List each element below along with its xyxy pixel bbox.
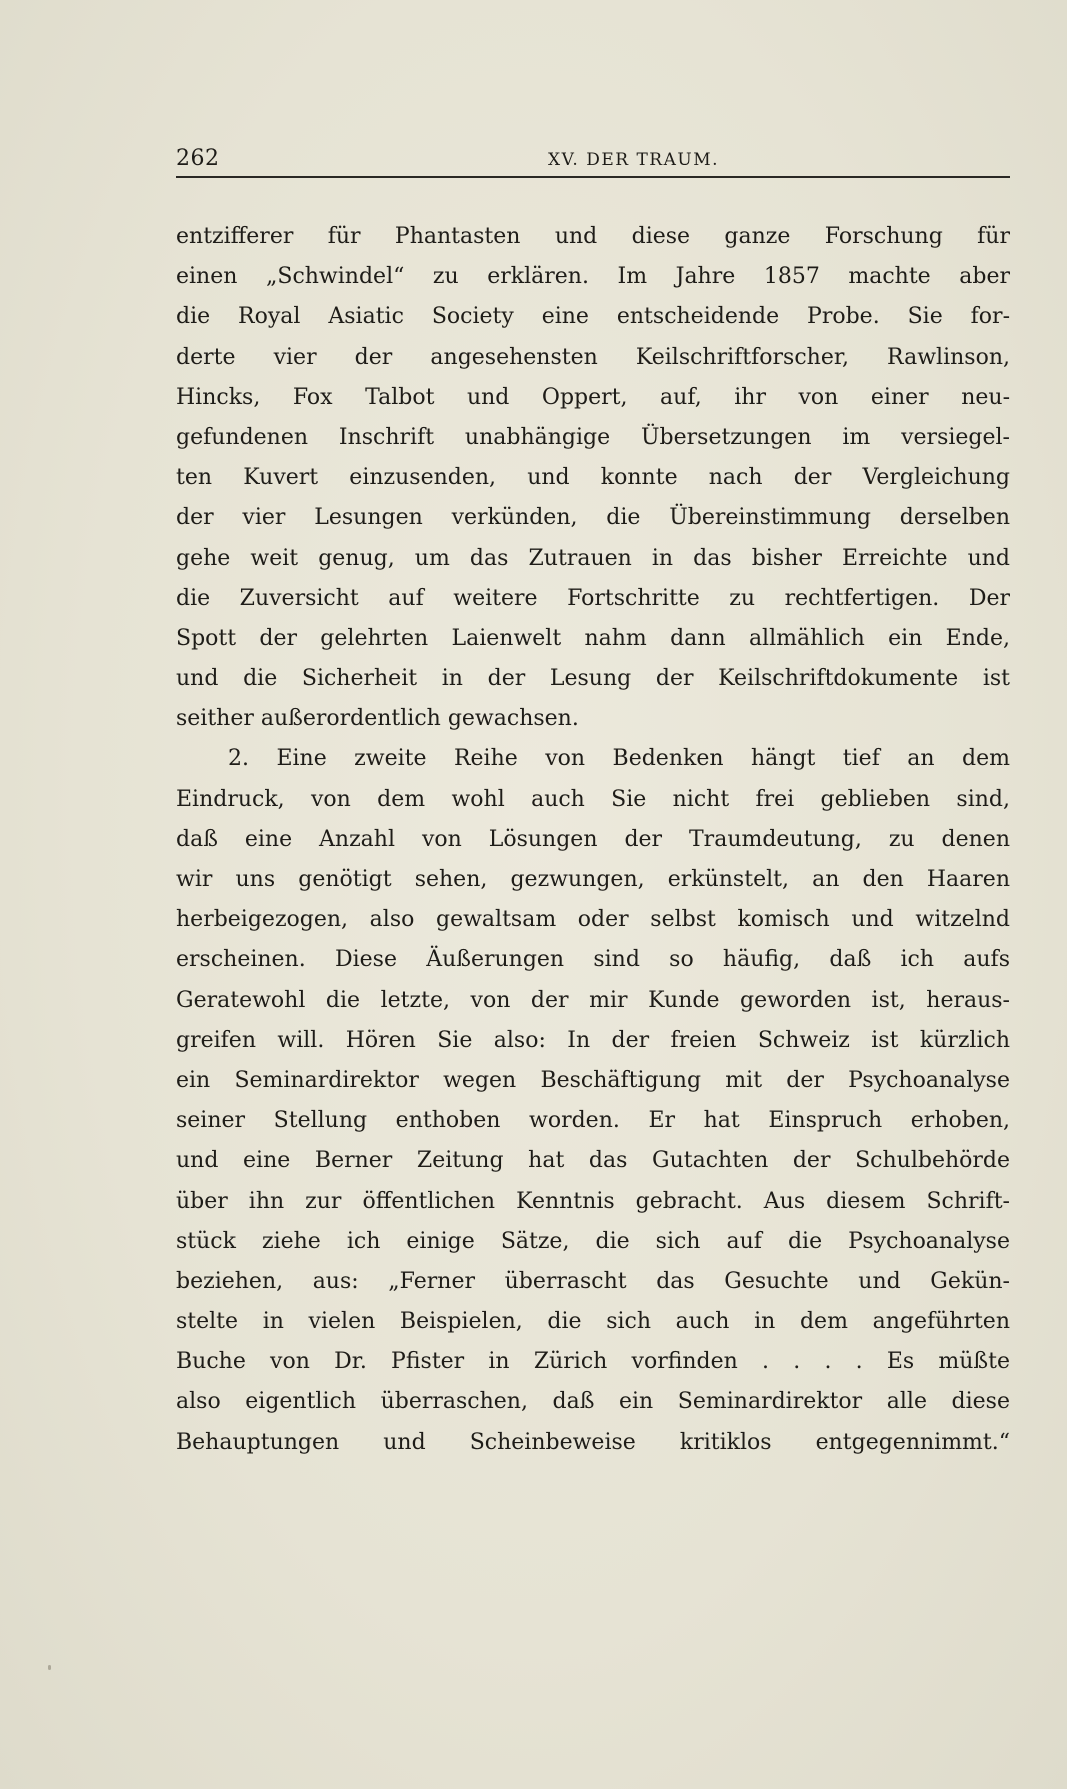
text-line: greifen will. Hören Sie also: In der freien Schweiz ist kürzlich	[176, 1027, 1010, 1053]
text-line: seither außerordentlich gewachsen.	[176, 706, 579, 732]
text-line: Hincks, Fox Talbot und Oppert, auf, ihr von einer neu-	[176, 384, 1010, 410]
page-number: 262	[176, 146, 220, 171]
text-line: ein Seminardirektor wegen Beschäftigung mit der Psychoanalyse	[176, 1067, 1010, 1093]
text-line: über ihn zur öffentlichen Kenntnis gebracht. Aus diesem Schrift-	[176, 1188, 1010, 1214]
text-line: erscheinen. Diese Äußerungen sind so häufig, daß ich aufs	[176, 947, 1010, 973]
body-text	[176, 217, 1010, 1463]
text-line: Eindruck, von dem wohl auch Sie nicht frei geblieben sind,	[176, 786, 1010, 812]
text-line: 2. Eine zweite Reihe von Bedenken hängt tief an dem	[228, 746, 1010, 772]
text-line: gefundenen Inschrift unabhängige Übersetzungen im versiegel-	[176, 424, 1010, 450]
text-line: ten Kuvert einzusenden, und konnte nach der Vergleichung	[176, 465, 1010, 491]
page-header	[176, 146, 1010, 176]
header-rule	[176, 176, 1010, 178]
text-line: seiner Stellung enthoben worden. Er hat Einspruch erhoben,	[176, 1108, 1010, 1134]
text-line: Geratewohl die letzte, von der mir Kunde geworden ist, heraus-	[176, 987, 1010, 1013]
text-line: gehe weit genug, um das Zutrauen in das bisher Erreichte und	[176, 545, 1010, 571]
text-line: der vier Lesungen verkünden, die Übereinstimmung derselben	[176, 505, 1010, 531]
text-line: und eine Berner Zeitung hat das Gutachten der Schulbehörde	[176, 1148, 1010, 1174]
text-line: entzifferer für Phantasten und diese ganze Forschung für	[176, 224, 1010, 249]
text-line: also eigentlich überraschen, daß ein Seminardirektor alle diese	[176, 1389, 1010, 1415]
text-line: stelte in vielen Beispielen, die sich auch in dem angeführten	[176, 1309, 1010, 1335]
text-line: einen „Schwindel“ zu erklären. Im Jahre 1857 machte aber	[176, 264, 1010, 290]
text-line: und die Sicherheit in der Lesung der Keilschriftdokumente ist	[176, 666, 1010, 692]
text-line: Buche von Dr. Pfister in Zürich vorfinden . . . . Es müßte	[176, 1349, 1010, 1375]
running-head: XV. DER TRAUM.	[548, 150, 720, 170]
paper-speck	[48, 1665, 51, 1670]
text-line: derte vier der angesehensten Keilschriftforscher, Rawlinson,	[176, 344, 1010, 370]
text-line: Spott der gelehrten Laienwelt nahm dann allmählich ein Ende,	[176, 625, 1010, 651]
text-line: stück ziehe ich einige Sätze, die sich auf die Psychoanalyse	[176, 1228, 1010, 1254]
text-line: daß eine Anzahl von Lösungen der Traumdeutung, zu denen	[176, 826, 1010, 852]
text-line: Behauptungen und Scheinbeweise kritiklos entgegennimmt.“	[176, 1429, 1010, 1455]
text-line: die Zuversicht auf weitere Fortschritte zu rechtfertigen. Der	[176, 585, 1010, 611]
text-line: herbeigezogen, also gewaltsam oder selbst komisch und witzelnd	[176, 907, 1010, 933]
text-line: beziehen, aus: „Ferner überrascht das Gesuchte und Gekün-	[176, 1268, 1010, 1294]
text-line: wir uns genötigt sehen, gezwungen, erkünstelt, an den Haaren	[176, 867, 1010, 892]
text-line: die Royal Asiatic Society eine entscheidende Probe. Sie for-	[176, 304, 1010, 330]
